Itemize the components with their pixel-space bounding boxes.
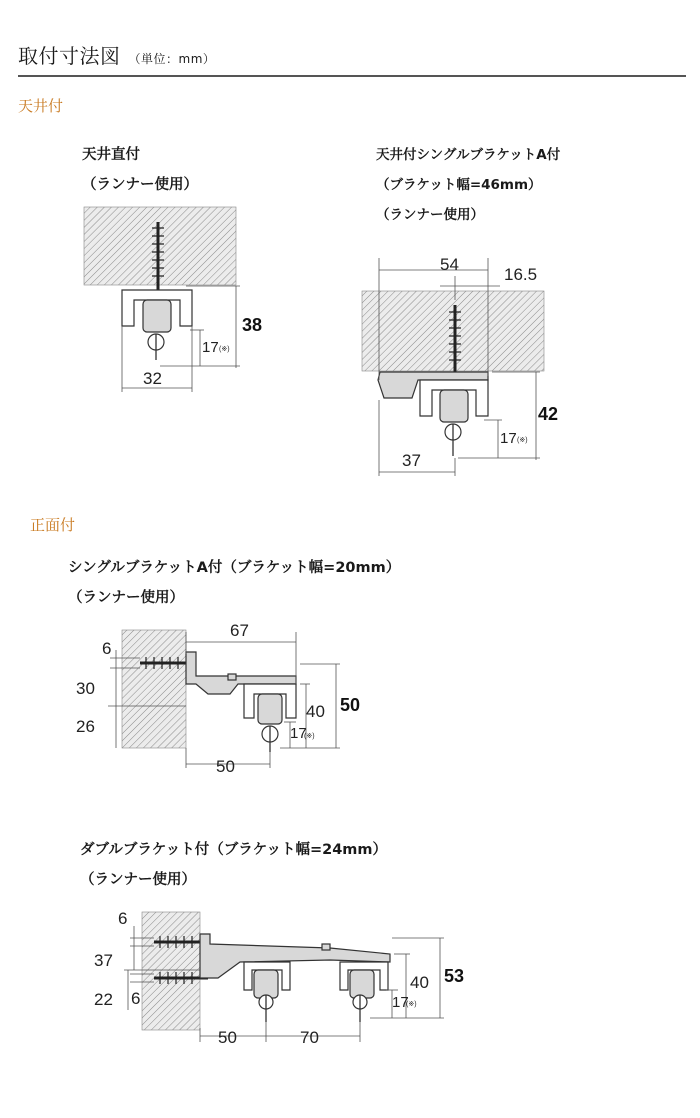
fig4-dim-w2: 70: [300, 1028, 319, 1047]
runner-icon: [254, 970, 278, 998]
fig1-dim-height: 38: [242, 315, 263, 335]
fig4-note: (※): [406, 1001, 417, 1008]
fig2-dim-width: 37: [402, 451, 421, 470]
fig1-title: 天井直付: [82, 147, 140, 163]
section-ceiling: 天井付: [18, 97, 64, 115]
fig2-note: (※): [517, 437, 528, 444]
fig3-dim-top: 67: [230, 621, 249, 640]
fig2-drawing: [362, 255, 558, 476]
fig2-dim-top-b: 16.5: [504, 265, 538, 284]
wall-block: [142, 912, 200, 1030]
fig3-drawing: [76, 621, 360, 776]
fig4-dim-hook: 17: [392, 994, 409, 1011]
fig2-dim-height: 42: [538, 404, 559, 424]
fig3-dim-upper: 30: [76, 679, 95, 698]
fig2-dim-hook: 17: [500, 430, 517, 447]
ceiling-block: [84, 207, 236, 285]
fig2-subtitle: （ブラケット幅=46mm）: [376, 177, 542, 193]
wall-block: [122, 630, 186, 748]
fig1-dim-hook: 17: [202, 339, 219, 356]
fig4-subtitle: （ランナー使用）: [80, 872, 196, 888]
fig4-dim-w1: 50: [218, 1028, 237, 1047]
fig4-drawing: [94, 909, 464, 1047]
runner-icon: [350, 970, 374, 998]
fig1-drawing: [84, 207, 262, 392]
fig3-dim-hook: 17: [290, 725, 307, 742]
fig3-dim-screw: 6: [102, 639, 112, 658]
fig4-dim-screw-top: 6: [118, 909, 128, 928]
fig2-subtitle2: （ランナー使用）: [376, 207, 484, 223]
fig3-dim-lower: 26: [76, 717, 95, 736]
fig3-dim-mid: 40: [306, 702, 325, 721]
runner-icon: [258, 694, 282, 724]
fig4-dim-upper: 37: [94, 951, 113, 970]
fig4-title: ダブルブラケット付（ブラケット幅=24mm）: [80, 842, 388, 858]
fig2-title: 天井付シングルブラケットA付: [376, 147, 561, 163]
fig3-note: (※): [304, 733, 315, 740]
fig4-dim-screw-bottom: 6: [131, 989, 141, 1008]
fig4-dim-total: 53: [444, 966, 465, 986]
fig3-dim-total: 50: [340, 695, 361, 715]
ceiling-block: [362, 291, 544, 371]
page-title-text: 取付寸法図: [18, 44, 121, 68]
runner-icon: [143, 300, 171, 332]
fig3-subtitle: （ランナー使用）: [68, 590, 184, 606]
fig4-dim-mid: 40: [410, 973, 429, 992]
fig1-note: (※): [219, 346, 230, 353]
fig1-dim-width: 32: [143, 369, 162, 388]
fig3-title: シングルブラケットA付（ブラケット幅=20mm）: [68, 560, 401, 576]
fig4-dim-lower: 22: [94, 990, 113, 1009]
unit-label: （単位：mm）: [128, 52, 216, 66]
section-front: 正面付: [30, 516, 76, 534]
runner-icon: [440, 390, 468, 422]
fig2-dim-top-a: 54: [440, 255, 459, 274]
fig1-subtitle: （ランナー使用）: [82, 177, 198, 193]
fig3-dim-width: 50: [216, 757, 235, 776]
